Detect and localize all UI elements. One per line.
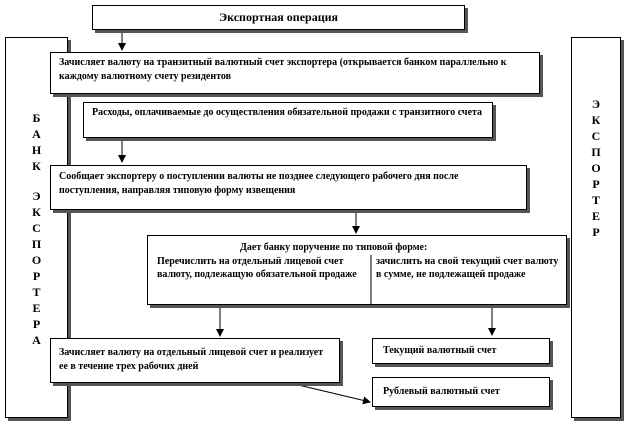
exporter-letter: Е: [591, 209, 600, 223]
bank-letter: Р: [32, 269, 41, 283]
arrow-box5-to-box7: [290, 383, 370, 402]
separate-account-text: Зачисляет валюту на отдельный лицевой счет и реализует ее в течение трех рабочих дней: [59, 347, 324, 372]
bank-letter: А: [32, 127, 41, 141]
ruble-account-text: Рублевый валютный счет: [383, 386, 500, 397]
bank-letter: Т: [32, 285, 41, 299]
exporter-letter: П: [591, 145, 601, 159]
expenses-box: [83, 102, 493, 138]
credit-transit-account-box: [50, 52, 540, 94]
bank-letter: Р: [32, 317, 41, 331]
current-currency-account-box: [372, 338, 550, 364]
bank-letter: С: [32, 221, 41, 235]
bank-letter: Е: [32, 301, 41, 315]
notify-exporter-box: [50, 165, 527, 210]
exporter-letter: Р: [592, 225, 600, 239]
exporter-letter: Р: [592, 177, 600, 191]
order-right-option: зачислить на свой текущий счет валюту в сумме, не подлежащей продаже: [376, 256, 559, 280]
order-left-option: Перечислить на отдельный лицевой счет валюту, подлежащую обязательной продаже: [157, 256, 357, 280]
credit-transit-account-text: Зачисляет валюту на транзитный валютный счет экспортера (открывается банком параллельно к каждому валютному счету резидентов: [59, 57, 507, 82]
separate-account-box: [50, 338, 340, 383]
notify-exporter-text: Сообщает экспортеру о поступлении валюты не позднее следующего рабочего дня после поступления, направляя типовую форму извещения: [59, 171, 459, 196]
order-to-bank-title: Дает банку поручение по типовой форме:: [240, 242, 428, 253]
expenses-text: Расходы, оплачиваемые до осуществления обязательной продажи с транзитного счета: [92, 107, 483, 118]
exporter-letter: К: [591, 113, 601, 127]
bank-letter: К: [32, 159, 41, 173]
bank-letter: Э: [32, 189, 41, 203]
bank-letter: А: [32, 333, 41, 347]
bank-letter: К: [32, 205, 41, 219]
exporter-letter: Т: [591, 193, 600, 207]
exporter-letter: Э: [591, 97, 601, 111]
bank-letter: О: [31, 253, 42, 267]
bank-letter: Н: [31, 143, 42, 157]
ruble-account-box: [372, 377, 550, 407]
exporter-letter: О: [591, 161, 601, 175]
bank-letter: П: [31, 237, 42, 251]
exporter-letter: С: [591, 129, 601, 143]
current-currency-account-text: Текущий валютный счет: [383, 345, 497, 356]
title-box: [92, 5, 465, 30]
bank-letter: Б: [32, 111, 41, 125]
exporter-column: [571, 37, 621, 418]
diagram-title: Экспортная операция: [218, 10, 339, 24]
